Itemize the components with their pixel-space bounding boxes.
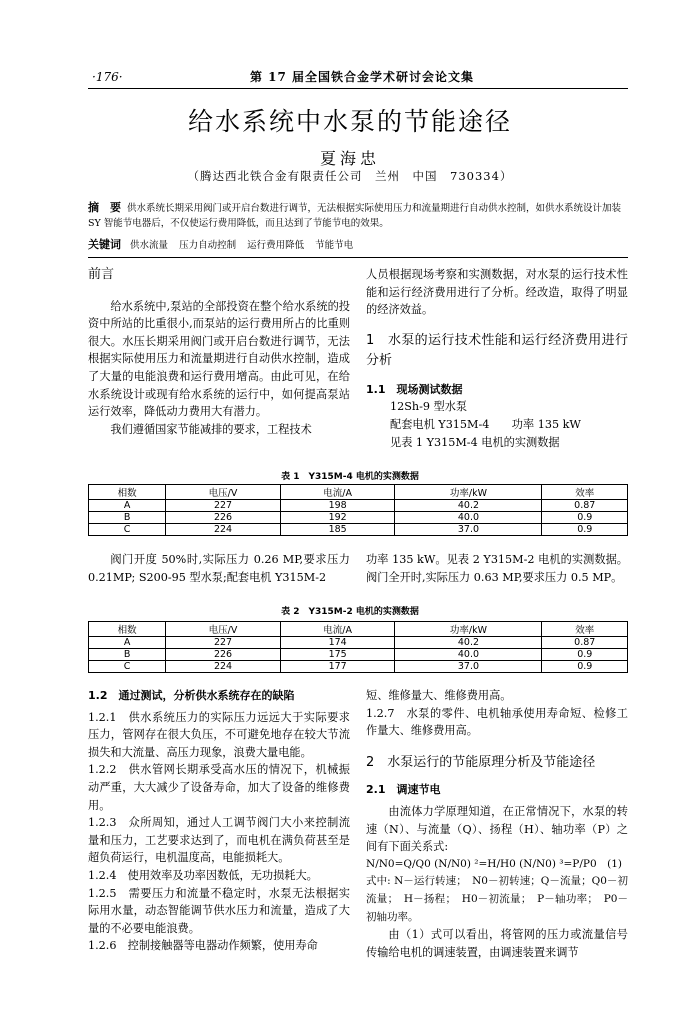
section-2-heading: 2 水泵运行的节能原理分析及节能途径 — [366, 754, 596, 770]
table-cell: 0.87 — [542, 500, 628, 512]
keyword: 节能节电 — [315, 240, 354, 251]
keyword: 供水流量 — [130, 240, 169, 251]
table-row — [89, 649, 628, 661]
table-row — [89, 512, 628, 524]
right-top-column — [366, 266, 628, 451]
list-item: 1.2.2 供水管网长期承受高水压的情况下，机械振动严重，大大减少了设备寿命，加大了设备的维修费用。 — [88, 763, 350, 812]
list-item: 1.2.1 供水系统压力的实际压力远远大于实际要求压力，管网存在很大负压，不可避免地存在较大节流损失和大流量、高压力现象，浪费大量电能。 — [88, 710, 350, 759]
mid-right-column — [366, 551, 628, 586]
table-cell: 174 — [280, 637, 395, 649]
table-cell: 226 — [166, 512, 281, 524]
section-1-1-heading: 1.1 现场测试数据 — [366, 382, 463, 396]
table-header-cell: 相数 — [89, 485, 166, 500]
equation-1: N/N0=Q/Q0 (N/N0) ²=H/H0 (N/N0) ³=P/P0 (1) — [366, 857, 623, 870]
table1 — [88, 484, 628, 536]
bottom-right-column — [366, 687, 628, 961]
bottom-left-column — [88, 687, 350, 955]
table-cell: B — [89, 649, 166, 661]
table-cell: A — [89, 637, 166, 649]
table-header-cell: 效率 — [542, 485, 628, 500]
abstract-label: 摘 要 — [88, 201, 121, 214]
table-cell: A — [89, 500, 166, 512]
list-item: 1.2.6 控制接触器等电器动作频繁，使用寿命 — [88, 939, 318, 953]
intro-paragraph: 给水系统中,泵站的全部投资在整个给水系统的投资中所站的比重很小,而泵站的运行费用所占的比重则很大。水压长期采用阀门或开启台数进行调节，无法根据实际使用压力和流量期进行自动供水控制，造成了大量的电能浪费和运行费用增高。由此可见，在给水系统设计或现有给水系统的运行中，如何提高泵站运行效率，降低动力费用大有潜力。 — [88, 299, 350, 419]
mid-left-paragraph: 阀门开度 50%时,实际压力 0.26 MP,要求压力 0.21MP; S200-95 型水泵;配套电机 Y315M-2 — [88, 553, 350, 584]
table-cell: 226 — [166, 649, 281, 661]
table-cell: 227 — [166, 500, 281, 512]
table-cell: 185 — [280, 524, 395, 536]
table-row — [89, 500, 628, 512]
table-header-cell: 电压/V — [166, 622, 281, 637]
table1-caption: 表 1 Y315M-4 电机的实测数据 — [281, 472, 419, 482]
table-cell: 0.9 — [542, 649, 628, 661]
section-2-1-heading: 2.1 调速节电 — [366, 783, 441, 797]
table-cell: 40.0 — [395, 649, 542, 661]
list-item: 1.2.3 众所周知，通过人工调节阀门大小来控制流量和压力，工艺要求达到了，而电机在满负荷甚至是超负荷运行，电机温度高，电能损耗大。 — [88, 816, 350, 865]
right-paragraph: 人员根据现场考察和实测数据，对水泵的运行技术性能和运行经济费用进行了分析。经改造，取得了明显的经济效益。 — [366, 268, 628, 317]
pump-line: 12Sh-9 型水泵 — [390, 400, 468, 414]
intro-heading: 前言 — [88, 267, 115, 282]
table2 — [88, 621, 628, 673]
see-table-line: 见表 1 Y315M-4 电机的实测数据 — [390, 435, 560, 449]
table-cell: 40.2 — [395, 637, 542, 649]
list-item: 1.2.5 需要压力和流量不稳定时，水泵无法根据实际用水量，动态智能调节供水压力和流量，造成了大量的不必要电能浪费。 — [88, 886, 350, 935]
motor-line: 配套电机 Y315M-4 功率 135 kW — [390, 417, 581, 431]
table-cell: 227 — [166, 637, 281, 649]
table-cell: 224 — [166, 524, 281, 536]
keyword: 压力自动控制 — [179, 240, 237, 251]
table-header-cell: 电流/A — [280, 485, 395, 500]
table-cell: 40.0 — [395, 512, 542, 524]
keywords — [88, 236, 628, 252]
table-cell: 40.2 — [395, 500, 542, 512]
mid-left-column — [88, 551, 350, 586]
table-header-cell: 电压/V — [166, 485, 281, 500]
intro-paragraph: 我们遵循国家节能减排的要求，工程技术 — [110, 422, 312, 436]
paper-title: 给水系统中水泵的节能途径 — [187, 107, 512, 136]
section-1-2-heading: 1.2 通过测试，分析供水系统存在的缺陷 — [88, 689, 295, 702]
list-item: 1.2.7 水泵的零件、电机轴承使用寿命短、检修工作量大、维修费用高。 — [366, 706, 628, 738]
table-row — [89, 661, 628, 673]
section-1-heading: 1 水泵的运行技术性能和运行经济费用进行分析 — [366, 332, 628, 368]
section-2-1-paragraph: 由流体力学原理知道，在正常情况下，水泵的转速（N）、与流量（Q）、扬程（H）、轴功率（P）之间有下面关系式: — [366, 804, 628, 854]
table-cell: 224 — [166, 661, 281, 673]
table-header-cell: 功率/kW — [395, 622, 542, 637]
table-row — [89, 637, 628, 649]
mid-right-paragraph: 功率 135 kW。见表 2 Y315M-2 电机的实测数据。阀门全开时,实际压力 0.63 MP,要求压力 0.5 MP。 — [366, 553, 628, 584]
table-header-cell: 相数 — [89, 622, 166, 637]
table-cell: C — [89, 524, 166, 536]
running-title: 第 17 届全国铁合金学术研讨会论文集 — [250, 70, 475, 84]
table2-caption: 表 2 Y315M-2 电机的实测数据 — [281, 607, 419, 617]
table-cell: 175 — [280, 649, 395, 661]
abstract-text: 供水系统长期采用阀门或开启台数进行调节，无法根据实际使用压力和流量期进行自动供水控制，如供水系统设计加装 SY 智能节电器后，不仅使运行费用降低，而且达到了节能节电的效果。 — [88, 203, 622, 229]
abstract — [88, 200, 628, 231]
table-cell: 0.9 — [542, 512, 628, 524]
table-cell: B — [89, 512, 166, 524]
keyword: 运行费用降低 — [247, 240, 305, 251]
table-cell: 37.0 — [395, 661, 542, 673]
table1-header-row — [89, 485, 628, 500]
table-row — [89, 524, 628, 536]
paper-author: 夏海忠 — [319, 149, 380, 168]
continued-text: 短、维修量大、维修费用高。 — [366, 689, 512, 702]
table-header-cell: 电流/A — [280, 622, 395, 637]
section-2-1-paragraph: 由（1）式可以看出，将管网的压力或流量信号传输给电机的调速装置，由调速装置来调节 — [366, 928, 628, 959]
table-cell: 177 — [280, 661, 395, 673]
table-header-cell: 功率/kW — [395, 485, 542, 500]
table-cell: 198 — [280, 500, 395, 512]
abstract-rule — [88, 257, 628, 258]
table-cell: 192 — [280, 512, 395, 524]
table-cell: 37.0 — [395, 524, 542, 536]
keywords-label: 关键词 — [88, 238, 121, 251]
page-number: ·176· — [92, 70, 123, 84]
intro-column — [88, 266, 350, 438]
equation-legend: 式中: N－运行转速； N0－初转速；Q－流量；Q0－初流量； H－扬程； H0－初流量； P－轴功率； P0－初轴功率。 — [366, 875, 628, 923]
table-cell: 0.9 — [542, 661, 628, 673]
table2-header-row — [89, 622, 628, 637]
table-cell: 0.9 — [542, 524, 628, 536]
paper-affiliation: （腾达西北铁合金有限责任公司 兰州 中国 730334） — [187, 169, 513, 183]
table-cell: C — [89, 661, 166, 673]
list-item: 1.2.4 使用效率及功率因数低，无功损耗大。 — [88, 868, 318, 882]
table-header-cell: 效率 — [542, 622, 628, 637]
header-rule — [88, 88, 628, 89]
table-cell: 0.87 — [542, 637, 628, 649]
